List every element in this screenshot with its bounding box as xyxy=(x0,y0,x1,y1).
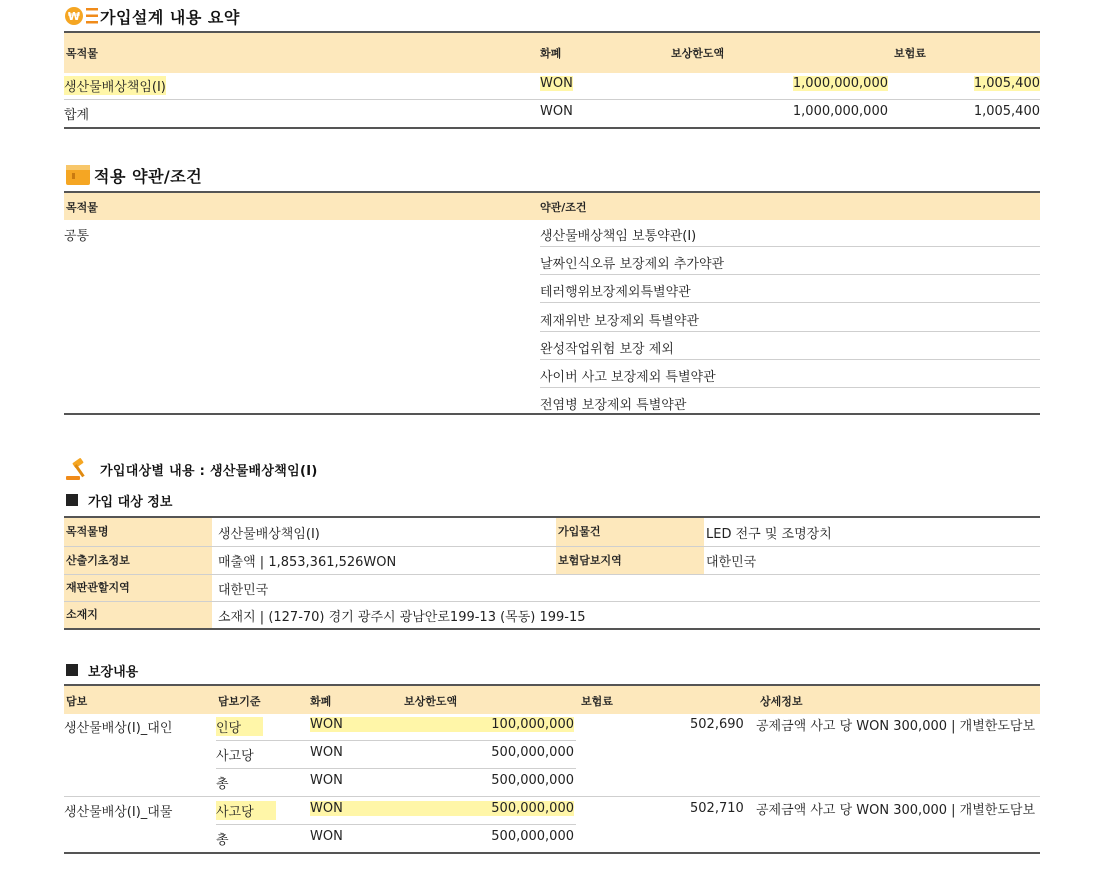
total-currency: WON xyxy=(540,104,573,119)
coverage-limit: 500,000,000 xyxy=(395,801,574,816)
coverage-premium: 502,690 xyxy=(690,717,744,732)
total-label: 합계 xyxy=(64,108,90,123)
terms-divider xyxy=(540,387,1040,388)
court-value: 대한민국 xyxy=(218,583,269,598)
gavel-icon xyxy=(64,456,100,482)
terms-header-object: 목적물 xyxy=(66,201,98,214)
coverage-currency: WON xyxy=(310,717,403,732)
coverage-header-details: 상세정보 xyxy=(760,695,803,708)
summary-object: 생산물배상책임(I) xyxy=(64,76,166,95)
terms-divider xyxy=(540,359,1040,360)
coverage-basis: 사고당 xyxy=(216,749,254,764)
coverage-limit: 500,000,000 xyxy=(491,829,574,844)
terms-item: 테러행위보장제외특별약관 xyxy=(540,285,691,301)
terms-divider xyxy=(540,274,1040,275)
info-subtitle xyxy=(64,490,172,510)
coverage-header-currency: 화폐 xyxy=(310,695,332,708)
coverage-subtitle-text: 보장내용 xyxy=(88,664,139,680)
table-bottom-rule xyxy=(64,852,1040,854)
won-list-icon xyxy=(64,4,100,28)
terms-header-terms: 약관/조건 xyxy=(540,201,587,214)
coverage-row-divider xyxy=(216,824,576,825)
terms-header-row xyxy=(64,191,1040,220)
basis-value: 매출액 | 1,853,361,526WON xyxy=(218,555,397,570)
summary-premium: 1,005,400 xyxy=(973,76,1040,91)
coverage-header-basis: 담보기준 xyxy=(218,695,261,708)
area-label: 보험담보지역 xyxy=(556,547,704,574)
coverage-currency: WON xyxy=(310,801,403,816)
table-bottom-rule xyxy=(64,127,1040,129)
coverage-header-limit: 보상한도액 xyxy=(404,695,458,708)
detail-section-title xyxy=(64,456,318,482)
coverage-header-premium: 보험료 xyxy=(581,695,613,708)
coverage-details: 공제금액 사고 당 WON 300,000 | 개별한도담보 xyxy=(756,719,1035,734)
area-value: 대한민국 xyxy=(706,555,757,570)
terms-item: 완성작업위험 보장 제외 xyxy=(540,341,674,357)
summary-header-premium: 보험료 xyxy=(894,47,926,60)
coverage-limit: 100,000,000 xyxy=(395,717,574,732)
basis-label: 산출기초정보 xyxy=(64,547,212,574)
terms-title: 적용 약관/조건 xyxy=(94,166,203,186)
svg-text:₩: ₩ xyxy=(67,10,81,23)
coverage-row-divider xyxy=(216,740,576,741)
detail-title: 가입대상별 내용 : 생산물배상책임(I) xyxy=(100,463,318,479)
coverage-currency: WON xyxy=(310,745,343,760)
summary-limit: 1,000,000,000 xyxy=(792,76,888,91)
terms-divider xyxy=(540,246,1040,247)
coverage-group-divider xyxy=(64,796,1040,797)
terms-item: 사이버 사고 보장제외 특별약관 xyxy=(540,370,716,385)
coverage-basis: 인당 xyxy=(216,717,263,736)
coverage-limit: 500,000,000 xyxy=(491,745,574,760)
coverage-basis: 총 xyxy=(216,777,229,792)
coverage-subtitle xyxy=(64,660,138,680)
loc-label: 소재지 xyxy=(64,602,212,628)
loc-value: 소재지 | (127-70) 경기 광주시 광남안로199-13 (목동) 199-15 xyxy=(218,610,586,625)
coverage-header-row xyxy=(64,684,1040,714)
summary-section-title xyxy=(64,4,240,28)
table-bottom-rule xyxy=(64,628,1040,630)
terms-item: 날짜인식오류 보장제외 추가약관 xyxy=(540,257,725,273)
summary-header-limit: 보상한도액 xyxy=(671,47,725,60)
terms-item: 생산물배상책임 보통약관(I) xyxy=(540,229,697,244)
coverage-header-coverage: 담보 xyxy=(66,695,88,708)
coverage-currency: WON xyxy=(310,773,343,788)
book-icon xyxy=(64,162,94,188)
coverage-limit: 500,000,000 xyxy=(491,773,574,788)
table-bottom-rule xyxy=(64,413,1040,415)
item-label: 가입물건 xyxy=(556,518,704,546)
terms-divider xyxy=(540,302,1040,303)
terms-section-title xyxy=(64,162,202,188)
info-subtitle-text: 가입 대상 정보 xyxy=(88,494,173,510)
summary-currency: WON xyxy=(540,76,573,91)
coverage-basis: 사고당 xyxy=(216,801,276,820)
coverage-currency: WON xyxy=(310,829,343,844)
name-label: 목적물명 xyxy=(64,518,212,546)
item-value: LED 전구 및 조명장치 xyxy=(706,527,832,542)
coverage-name: 생산물배상(I)_대물 xyxy=(64,805,173,820)
coverage-row-divider xyxy=(216,768,576,769)
square-bullet-icon xyxy=(66,664,78,676)
name-value: 생산물배상책임(I) xyxy=(218,527,320,542)
terms-item: 제재위반 보장제외 특별약관 xyxy=(540,313,699,329)
terms-object: 공통 xyxy=(64,229,90,244)
total-limit: 1,000,000,000 xyxy=(792,104,888,119)
divider xyxy=(64,99,1040,100)
coverage-details: 공제금액 사고 당 WON 300,000 | 개별한도담보 xyxy=(756,803,1035,818)
summary-header-currency: 화폐 xyxy=(540,47,562,60)
summary-header-row xyxy=(64,31,1040,73)
summary-title: 가입설계 내용 요약 xyxy=(100,7,240,27)
total-premium: 1,005,400 xyxy=(973,104,1040,119)
coverage-name: 생산물배상(I)_대인 xyxy=(64,721,173,736)
terms-item: 전염병 보장제외 특별약관 xyxy=(540,398,687,414)
square-bullet-icon xyxy=(66,494,78,506)
coverage-basis: 총 xyxy=(216,833,229,848)
terms-divider xyxy=(540,331,1040,332)
court-label: 재판관할지역 xyxy=(64,575,212,601)
coverage-premium: 502,710 xyxy=(690,801,744,816)
summary-header-object: 목적물 xyxy=(66,47,98,60)
